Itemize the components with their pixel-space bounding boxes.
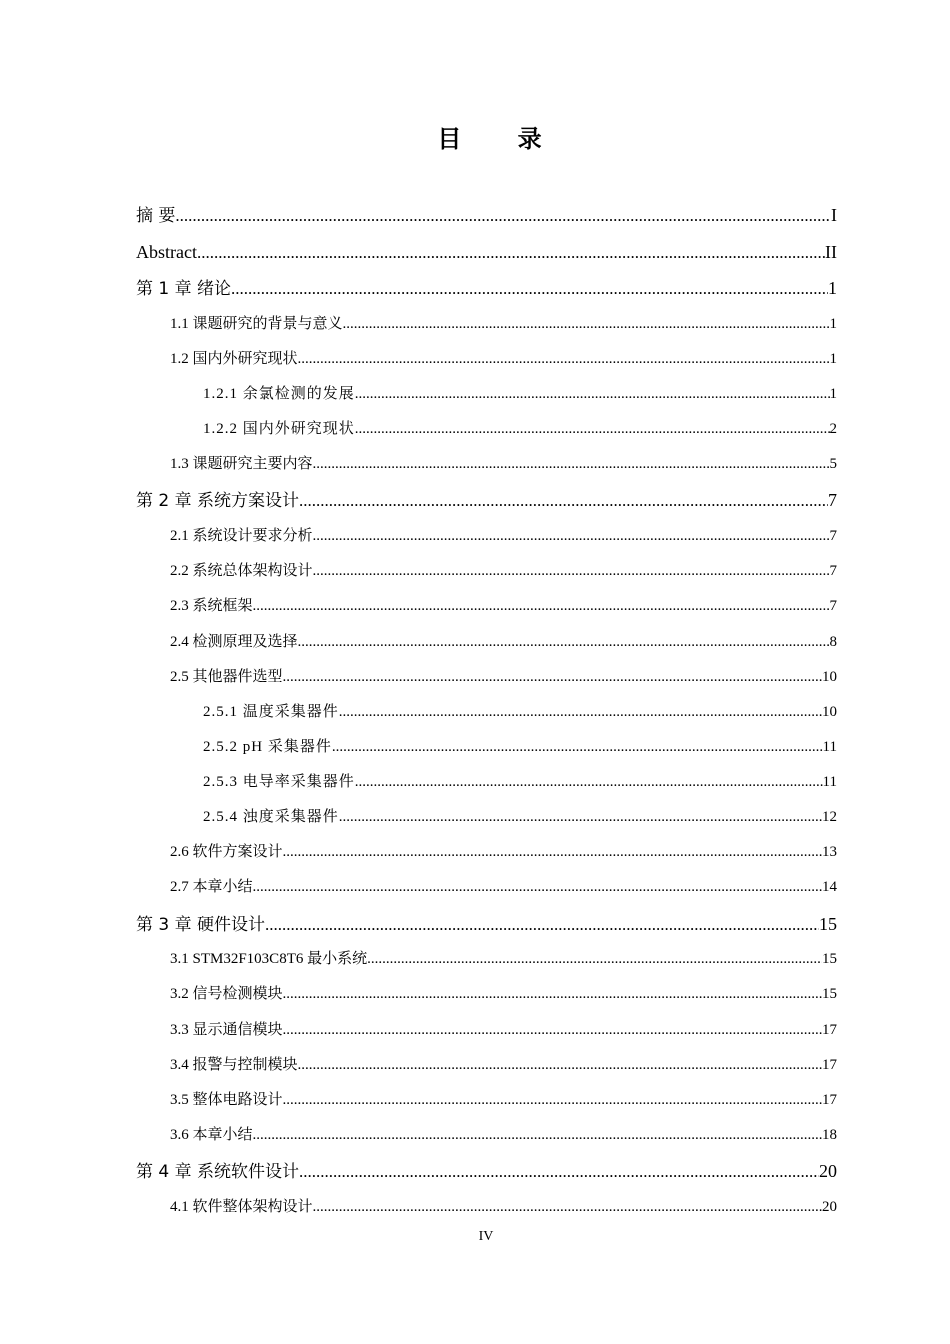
toc-entry-page-number: 20 — [822, 1198, 837, 1215]
toc-entry[interactable] — [136, 1013, 837, 1048]
toc-entry[interactable] — [136, 447, 837, 482]
toc-entry[interactable] — [136, 835, 837, 870]
toc-dot-leader — [283, 977, 822, 1012]
toc-entry-label: 2.5 其他器件选型 — [170, 668, 283, 685]
toc-entry[interactable] — [136, 906, 837, 943]
toc-entry-page-number: 1 — [828, 278, 837, 299]
toc-entry-label: 2.5.3 电导率采集器件 — [203, 774, 355, 791]
toc-entry-page-number: 10 — [822, 668, 837, 685]
toc-entry[interactable] — [136, 589, 837, 624]
toc-entry-page-number: 13 — [822, 844, 837, 861]
toc-entry[interactable] — [136, 977, 837, 1012]
toc-entry-label: 4.1 软件整体架构设计 — [170, 1198, 313, 1215]
toc-entry[interactable] — [136, 660, 837, 695]
toc-dot-leader — [253, 589, 830, 624]
toc-entry-page-number: 17 — [822, 1091, 837, 1108]
toc-entry-page-number: 15 — [822, 951, 837, 968]
toc-dot-leader — [298, 342, 830, 377]
toc-entry-page-number: 1 — [829, 350, 837, 367]
toc-entry-label: 2.1 系统设计要求分析 — [170, 528, 313, 545]
toc-entry[interactable] — [136, 197, 837, 234]
toc-dot-leader — [283, 1083, 822, 1118]
toc-dot-leader — [355, 765, 823, 800]
toc-dot-leader — [283, 660, 822, 695]
toc-entry-page-number: 7 — [829, 528, 837, 545]
toc-entry-label: 2.5.2 pH 采集器件 — [203, 738, 332, 755]
toc-entry[interactable] — [136, 482, 837, 519]
toc-dot-leader — [253, 870, 822, 905]
toc-dot-leader — [299, 1154, 819, 1191]
toc-dot-leader — [265, 907, 819, 944]
toc-entry-page-number: 11 — [822, 774, 837, 791]
toc-entry[interactable] — [136, 765, 837, 800]
toc-entry-page-number: I — [831, 205, 837, 225]
toc-entry-page-number: 1 — [829, 315, 837, 332]
toc-entry-page-number: 17 — [822, 1056, 837, 1073]
toc-dot-leader — [367, 942, 822, 977]
toc-dot-leader — [343, 307, 830, 342]
toc-entry-label: 3.5 整体电路设计 — [170, 1091, 283, 1108]
toc-dot-leader — [313, 519, 830, 554]
toc-entry[interactable] — [136, 942, 837, 977]
toc-entry-label: 第 3 章 硬件设计 — [136, 914, 266, 935]
toc-dot-leader — [298, 625, 830, 660]
toc-entry-page-number: 12 — [822, 809, 837, 826]
toc-entry-label: 摘 要 — [136, 206, 176, 226]
page-title: 目 录 — [437, 125, 566, 153]
toc-dot-leader — [339, 695, 822, 730]
toc-entry[interactable] — [136, 554, 837, 589]
toc-dot-leader — [253, 1118, 822, 1153]
toc-entry-label: 3.1 STM32F103C8T6 最小系统 — [170, 951, 368, 968]
toc-entry-page-number: 17 — [822, 1021, 837, 1038]
toc-entry-page-number: 7 — [829, 563, 837, 580]
toc-dot-leader — [175, 198, 831, 235]
page-number: IV — [478, 1229, 494, 1244]
toc-entry-page-number: 10 — [822, 703, 837, 720]
toc-entry[interactable] — [136, 342, 837, 377]
toc-entry[interactable] — [136, 800, 837, 835]
toc-entry-label: 3.6 本章小结 — [170, 1126, 253, 1143]
toc-entry-page-number: 7 — [828, 490, 837, 511]
toc-dot-leader — [283, 835, 822, 870]
toc-dot-leader — [355, 412, 830, 447]
toc-entry-label: 3.3 显示通信模块 — [170, 1021, 283, 1038]
toc-entry-page-number: 18 — [822, 1126, 837, 1143]
toc-entry[interactable] — [136, 695, 837, 730]
toc-entry-label: 1.2.1 余氯检测的发展 — [203, 386, 355, 403]
toc-entry-page-number: 15 — [822, 986, 837, 1003]
toc-entry-page-number: II — [825, 241, 837, 262]
toc-dot-leader — [332, 730, 823, 765]
toc-entry-page-number: 11 — [822, 738, 837, 755]
toc-entry-label: 2.5.4 浊度采集器件 — [203, 809, 339, 826]
toc-entry-page-number: 14 — [822, 879, 837, 896]
toc-entry-label: 第 4 章 系统软件设计 — [136, 1162, 300, 1183]
toc-entry-label: 2.3 系统框架 — [170, 598, 253, 615]
toc-entry[interactable] — [136, 1190, 837, 1225]
toc-dot-leader — [283, 1013, 822, 1048]
toc-entry[interactable] — [136, 625, 837, 660]
toc-dot-leader — [313, 1190, 822, 1225]
toc-entry-label: 第 1 章 绪论 — [136, 279, 232, 300]
toc-entry-page-number: 1 — [829, 386, 837, 403]
toc-entry[interactable] — [136, 1083, 837, 1118]
toc-entry-label: 2.5.1 温度采集器件 — [203, 703, 339, 720]
toc-entry[interactable] — [136, 1048, 837, 1083]
toc-dot-leader — [299, 483, 828, 520]
toc-dot-leader — [313, 554, 830, 589]
toc-entry-page-number: 5 — [829, 456, 837, 473]
toc-entry[interactable] — [136, 870, 837, 905]
toc-entry-page-number: 20 — [819, 1161, 837, 1182]
toc-entry-label: Abstract — [136, 241, 197, 262]
toc-dot-leader — [355, 377, 830, 412]
toc-entry-label: 3.2 信号检测模块 — [170, 986, 283, 1003]
toc-dot-leader — [313, 447, 830, 482]
toc-dot-leader — [197, 235, 825, 272]
toc-entry-page-number: 7 — [829, 598, 837, 615]
toc-entry[interactable] — [136, 519, 837, 554]
toc-entry-label: 1.1 课题研究的背景与意义 — [170, 315, 343, 332]
toc-entry-page-number: 15 — [819, 913, 837, 934]
toc-entry-label: 1.3 课题研究主要内容 — [170, 456, 313, 473]
toc-entry[interactable] — [136, 1153, 837, 1190]
toc-entry-label: 2.2 系统总体架构设计 — [170, 563, 313, 580]
toc-dot-leader — [298, 1048, 822, 1083]
toc-entry[interactable] — [136, 412, 837, 447]
toc-entry-page-number: 8 — [829, 633, 837, 650]
toc-dot-leader — [231, 271, 828, 308]
toc-entry-label: 2.7 本章小结 — [170, 879, 253, 896]
toc-entry[interactable] — [136, 377, 837, 412]
toc-entry[interactable] — [136, 730, 837, 765]
toc-entry-page-number: 2 — [829, 421, 837, 438]
toc-entry-label: 1.2 国内外研究现状 — [170, 350, 298, 367]
toc-entry[interactable] — [136, 1118, 837, 1153]
toc-dot-leader — [339, 800, 822, 835]
toc-entry-label: 2.4 检测原理及选择 — [170, 633, 298, 650]
toc-entry-label: 1.2.2 国内外研究现状 — [203, 421, 355, 438]
toc-entry[interactable] — [136, 234, 837, 271]
table-of-contents — [136, 197, 837, 1225]
toc-entry-label: 第 2 章 系统方案设计 — [136, 491, 300, 512]
toc-entry[interactable] — [136, 307, 837, 342]
toc-entry-label: 3.4 报警与控制模块 — [170, 1056, 298, 1073]
toc-entry[interactable] — [136, 270, 837, 307]
toc-entry-label: 2.6 软件方案设计 — [170, 844, 283, 861]
